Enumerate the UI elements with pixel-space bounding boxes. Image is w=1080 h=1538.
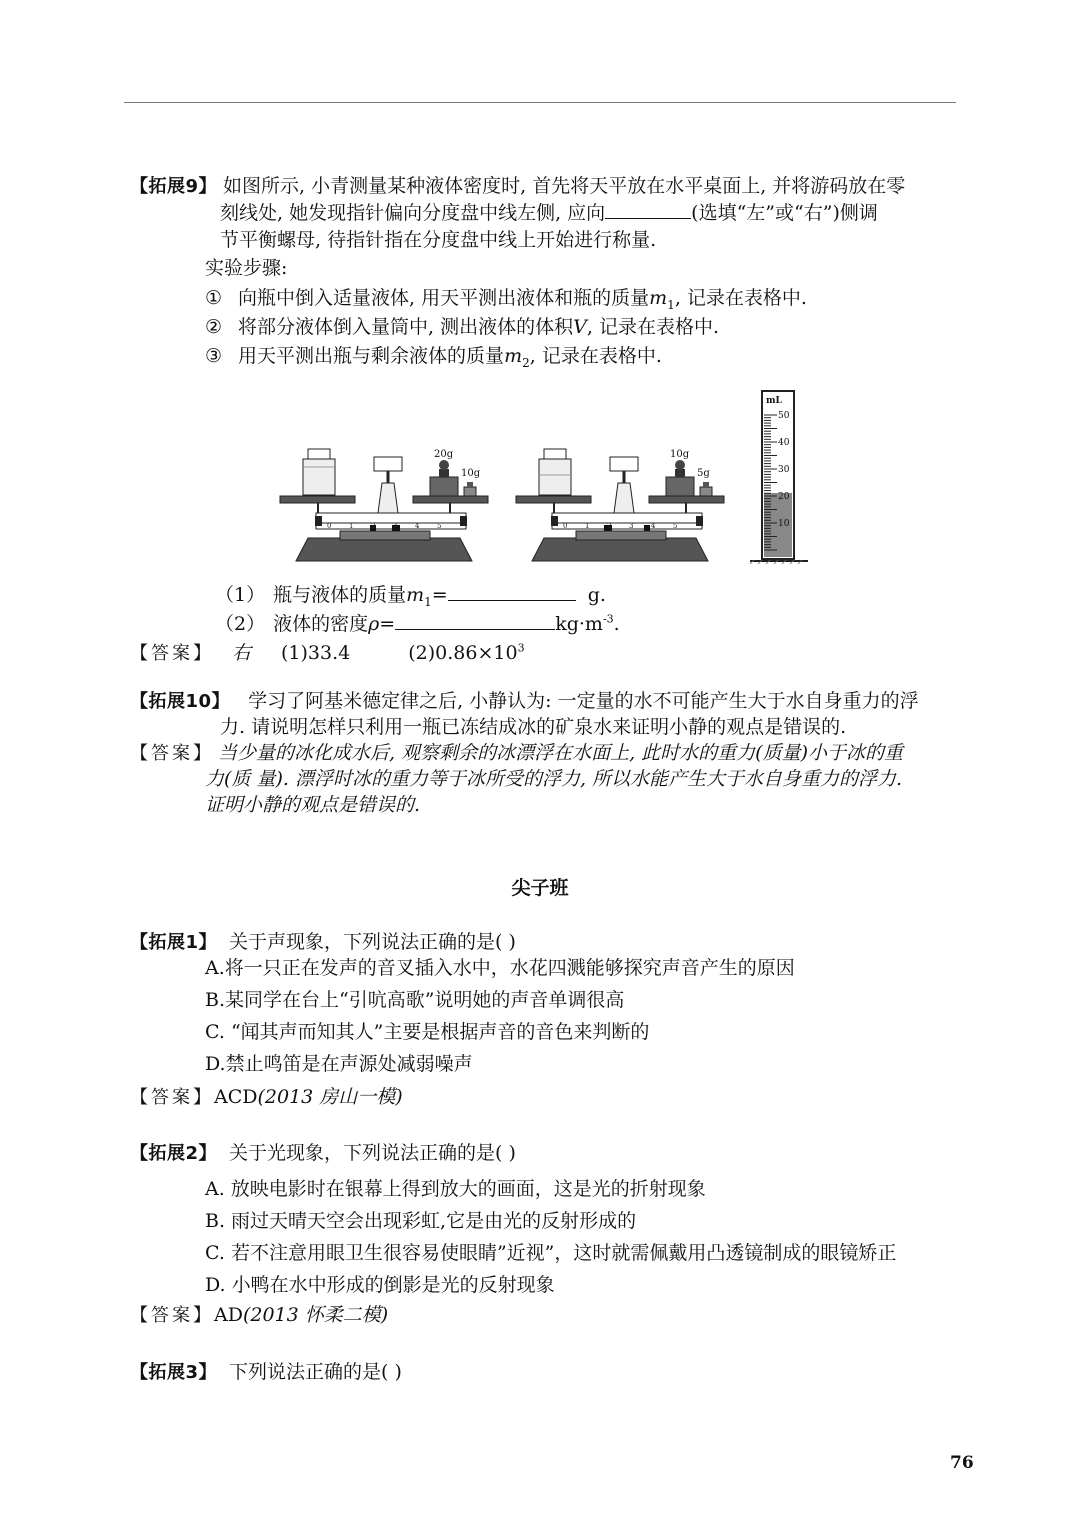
cylinder-tick-30: 30	[778, 465, 790, 475]
q9-sub1: （1） 瓶与液体的质量$m_1= g$.	[215, 584, 606, 609]
e2-option-b: B. 雨过天晴天空会出现彩虹,它是由光的反射形成的	[205, 1210, 637, 1232]
e2-tag: 【拓展2】	[130, 1143, 218, 1164]
right-weight-10g-label: 10g	[670, 449, 690, 460]
q10-line2: 力. 请说明怎样只利用一瓶已冻结成冰的矿泉水来证明小静的观点是错误的.	[220, 716, 847, 738]
e3-tag: 【拓展3】	[130, 1362, 218, 1383]
q9-fill-blank[interactable]	[605, 200, 691, 219]
cylinder-tick-10: 10	[778, 519, 790, 529]
q9-steps-title: 实验步骤:	[205, 257, 288, 279]
e1-option-d: D.禁止鸣笛是在声源处减弱噪声	[205, 1053, 473, 1075]
q9-line1: 【拓展9】 如图所示, 小青测量某种液体密度时, 首先将天平放在水平桌面上, 并将游码放在零	[130, 175, 906, 197]
q9-sub1-blank[interactable]	[448, 582, 576, 601]
q10-answer-line3: 证明小静的观点是错误的.	[205, 794, 421, 816]
right-scale-3: 3	[629, 522, 634, 530]
left-scale-3: 3	[393, 522, 398, 530]
right-scale-2: 2	[607, 522, 612, 530]
cylinder-tick-40: 40	[778, 438, 790, 448]
e2-option-d: D. 小鸭在水中形成的倒影是光的反射现象	[205, 1274, 555, 1296]
e1-stem: 【拓展1】 关于声现象，下列说法正确的是( )	[130, 931, 516, 953]
e2-answer: 【答案】AD(2013 怀柔二模)	[130, 1304, 389, 1326]
e1-tag: 【拓展1】	[130, 932, 218, 953]
e2-option-c: C. 若不注意用眼卫生很容易使眼睛”近视”，这时就需佩戴用凸透镜制成的眼镜矫正	[205, 1242, 897, 1264]
e1-answer: 【答案】ACD(2013 房山一模)	[130, 1086, 403, 1108]
q9-tag: 【拓展9】	[130, 176, 218, 197]
right-weight-5g-label: 5g	[697, 468, 710, 479]
e2-option-a: A. 放映电影时在银幕上得到放大的画面，这是光的折射现象	[205, 1178, 706, 1200]
right-scale-0: 0	[563, 522, 568, 530]
left-scale-1: 1	[349, 522, 354, 530]
e2-stem: 【拓展2】 关于光现象，下列说法正确的是( )	[130, 1142, 516, 1164]
q9-sub2: （2） 液体的密度$\rho= kg\cdot m^{-3}$.	[215, 612, 620, 635]
balance-figure	[278, 383, 818, 568]
q10-answer-line2: 力(质 量). 漂浮时冰的重力等于冰所受的浮力, 所以水能产生大于水自身重力的浮力.	[205, 768, 903, 790]
e1-option-b: B.某同学在台上“引吭高歌”说明她的声音单调很高	[205, 989, 625, 1011]
q10-tag: 【拓展10】	[130, 691, 231, 712]
cylinder-tick-50: 50	[778, 411, 790, 421]
right-scale-4: 4	[651, 522, 656, 530]
cylinder-tick-20: 20	[778, 492, 790, 502]
left-weight-20g-label: 20g	[434, 449, 454, 460]
e1-option-a: A.将一只正在发声的音叉插入水中，水花四溅能够探究声音产生的原因	[205, 957, 795, 979]
q9-step-3: ③ 用天平测出瓶与剩余液体的质量$m_2$, 记录在表格中.	[205, 345, 662, 370]
left-scale-2: 2	[371, 522, 376, 530]
left-weight-10g-label: 10g	[461, 468, 481, 479]
header-rule	[124, 102, 956, 103]
left-scale-4: 4	[415, 522, 420, 530]
section-title: 尖子班	[511, 877, 569, 899]
left-scale-0: 0	[327, 522, 332, 530]
left-balance	[280, 449, 488, 561]
e3-stem: 【拓展3】 下列说法正确的是( )	[130, 1361, 402, 1383]
q10-line1: 【拓展10】 学习了阿基米德定律之后, 小静认为: 一定量的水不可能产生大于水自身重力的浮	[130, 690, 919, 712]
q9-sub2-blank[interactable]	[395, 611, 555, 630]
q9-answer: 【答案】 右 (1)33.4 $(2)0.86\times 10^3$	[130, 641, 525, 664]
right-balance	[516, 449, 724, 561]
q9-line2: 刻线处, 她发现指针偏向分度盘中线左侧, 应向 (选填“左”或“右”)侧调	[220, 202, 878, 224]
q9-line3: 节平衡螺母, 待指针指在分度盘中线上开始进行称量.	[220, 229, 657, 251]
right-scale-1: 1	[585, 522, 590, 530]
left-scale-5: 5	[437, 522, 442, 530]
e1-option-c: C. “闻其声而知其人”主要是根据声音的音色来判断的	[205, 1021, 650, 1043]
right-scale-5: 5	[673, 522, 678, 530]
q10-answer-line1: 【答案】 当少量的冰化成水后, 观察剩余的冰漂浮在水面上, 此时水的重力(质量)小于冰的重	[130, 742, 903, 764]
q9-step-1: ① 向瓶中倒入适量液体, 用天平测出液体和瓶的质量$m_1$, 记录在表格中.	[205, 287, 807, 312]
page-number: 76	[950, 1453, 974, 1473]
graduated-cylinder	[750, 391, 808, 564]
q9-step-2: ② 将部分液体倒入量筒中, 测出液体的体积V, 记录在表格中.	[205, 316, 719, 338]
cylinder-unit-label: mL	[766, 396, 782, 406]
